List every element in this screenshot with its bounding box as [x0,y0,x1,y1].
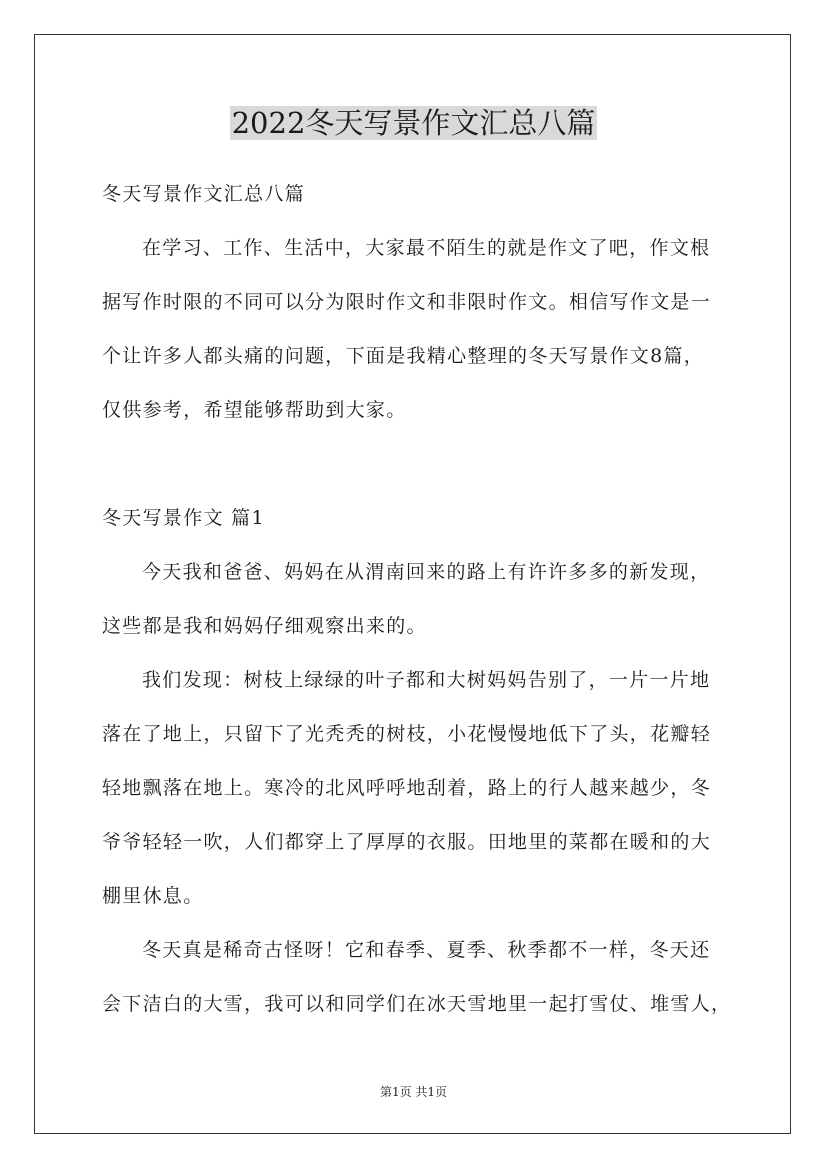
page-footer: 第1页 共1页 [379,1085,448,1099]
paragraph-line: 爷爷轻轻一吹，人们都穿上了厚厚的衣服。田地里的菜都在暖和的大 [102,831,712,853]
paragraph-line: 这些都是我和妈妈仔细观察出来的。 [102,615,427,637]
paragraph-line: 我们发现：树枝上绿绿的叶子都和大树妈妈告别了，一片一片地 [142,669,711,691]
section-heading: 冬天写景作文汇总八篇 [102,183,306,205]
paragraph-line: 在学习、工作、生活中，大家最不陌生的就是作文了吧，作文根 [142,237,711,259]
paragraph-line: 会下洁白的大雪，我可以和同学们在冰天雪地里一起打雪仗、堆雪人， [102,993,732,1015]
section-heading: 冬天写景作文 篇1 [102,507,265,529]
paragraph-line: 冬天真是稀奇古怪呀！它和春季、夏季、秋季都不一样，冬天还 [142,939,711,961]
paragraph-line: 仅供参考，希望能够帮助到大家。 [102,399,407,421]
title-text: 2022冬天写景作文汇总八篇 [231,106,596,140]
paragraph-line: 轻地飘落在地上。寒冷的北风呼呼地刮着，路上的行人越来越少，冬 [102,777,712,799]
paragraph-line: 落在了地上，只留下了光秃秃的树枝，小花慢慢地低下了头，花瓣轻 [102,723,712,745]
paragraph-line: 今天我和爸爸、妈妈在从渭南回来的路上有许许多多的新发现， [142,561,711,583]
document-title [0,100,827,146]
paragraph-line: 据写作时限的不同可以分为限时作文和非限时作文。相信写作文是一 [102,291,712,313]
paragraph-line: 个让许多人都头痛的问题，下面是我精心整理的冬天写景作文8篇， [102,345,705,367]
paragraph-line: 棚里休息。 [102,885,204,907]
